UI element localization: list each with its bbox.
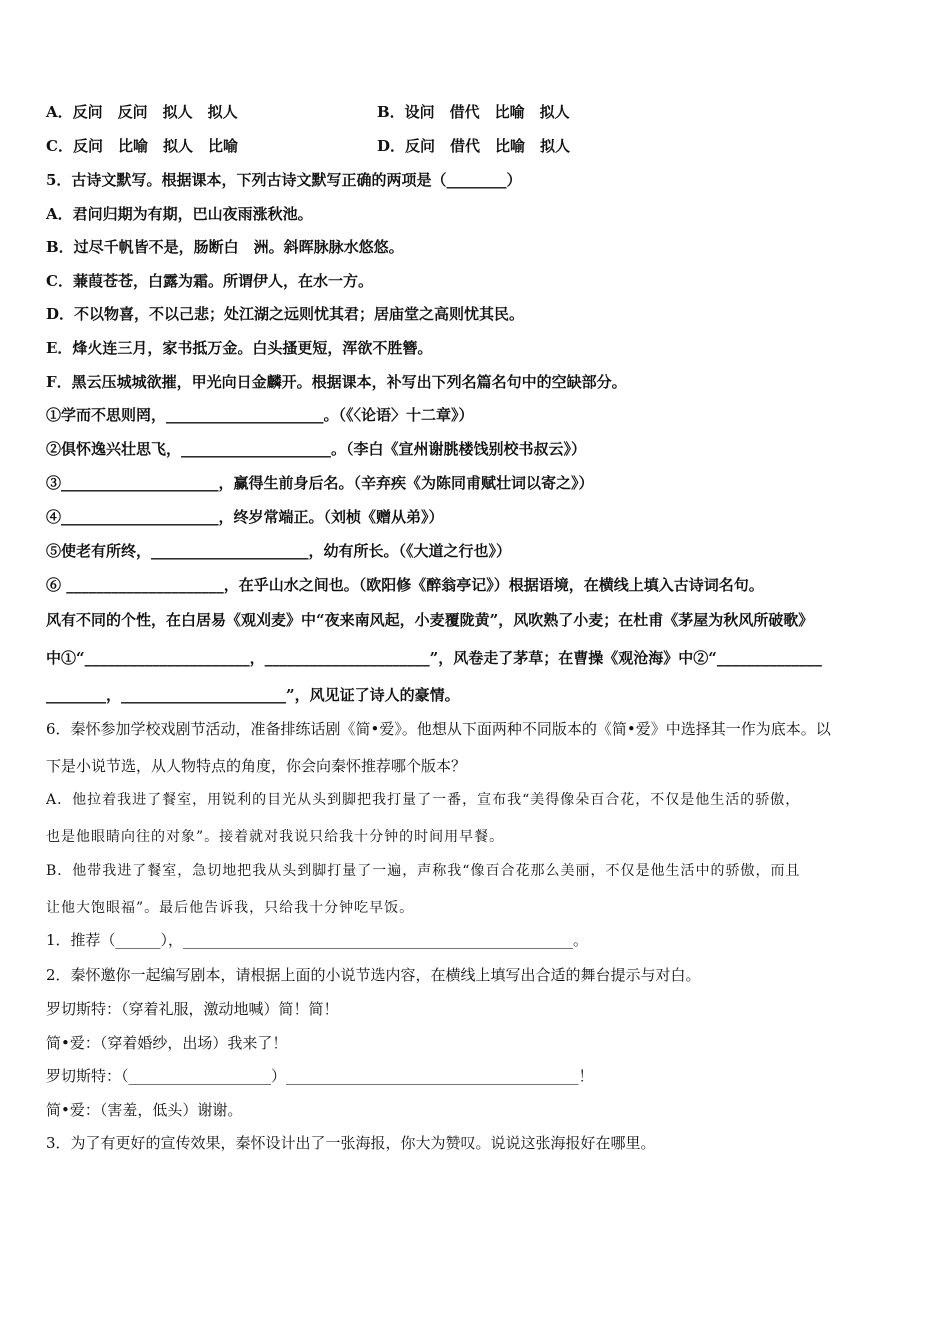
question-5-option-e: E．烽火连三月，家书抵万金。白头搔更短，浑欲不胜簪。 bbox=[46, 339, 433, 357]
script-line-4: 简•爱：（害羞，低头）谢谢。 bbox=[46, 1101, 243, 1119]
question-5-stem: 5．古诗文默写。根据课本，下列古诗文默写正确的两项是（________） bbox=[46, 171, 522, 189]
option-d: D．反问 借代 比喻 拟人 bbox=[377, 137, 571, 155]
version-b-line-2: 让他大饱眼福”。最后他告诉我，只给我十分钟吃早饭。 bbox=[46, 900, 415, 916]
fill-blank-5: ⑤使老有所终，_____________________，幼有所长。（《大道之行也》） bbox=[46, 542, 512, 560]
sub-question-2: 2．秦怀邀你一起编写剧本，请根据上面的小说节选内容，在横线上填写出合适的舞台提示与对白。 bbox=[46, 966, 701, 984]
option-a: A．反问 反问 拟人 拟人 bbox=[46, 103, 238, 121]
question-6-stem-line-1: 6．秦怀参加学校戏剧节活动，准备排练话剧《简•爱》。他想从下面两种不同版本的《简•爱》中选择其一作为底本。以 bbox=[46, 720, 831, 738]
question-5-option-f: F．黑云压城城欲摧，甲光向日金麟开。根据课本，补写出下列名篇名句中的空缺部分。 bbox=[46, 373, 627, 391]
option-b: B．设问 借代 比喻 拟人 bbox=[377, 103, 570, 121]
fill-blank-2: ②俱怀逸兴壮思飞，____________________。（李白《宣州谢朓楼饯别校书叔云》） bbox=[46, 440, 587, 458]
question-6-stem-line-2: 下是小说节选，从人物特点的角度，你会向秦怀推荐哪个版本？ bbox=[46, 757, 467, 775]
wind-paragraph-line-1: 风有不同的个性，在白居易《观刈麦》中“夜来南风起，小麦覆陇黄”，风吹熟了小麦；在杜甫《茅屋为秋风所破歌》 bbox=[46, 611, 814, 629]
question-5-option-d: D．不以物喜，不以己悲；处江湖之远则忧其君；居庙堂之高则忧其民。 bbox=[46, 305, 525, 323]
fill-blank-3: ③_____________________，赢得生前身后名。（辛弃疾《为陈同甫赋壮词以寄之》） bbox=[46, 474, 594, 492]
fill-blank-6: ⑥ _____________________，在乎山水之间也。（欧阳修《醉翁亭记》）根据语境，在横线上填入古诗词名句。 bbox=[46, 576, 764, 594]
version-a-line-1: A．他拉着我进了餐室，用锐利的目光从头到脚把我打量了一番，宣布我“美得像朵百合花，不仅是他生活的骄傲， bbox=[46, 792, 801, 808]
fill-blank-1: ①学而不思则罔，_____________________。（《〈论语〉十二章》） bbox=[46, 406, 474, 424]
version-a-line-2: 也是他眼睛向往的对象”。接着就对我说只给我十分钟的时间用早餐。 bbox=[46, 829, 505, 845]
script-line-3: 罗切斯特：（___________________）_______________________________________！ bbox=[46, 1067, 594, 1085]
option-c: C．反问 比喻 拟人 比喻 bbox=[46, 137, 238, 155]
question-5-option-c: C．蒹葭苍苍，白露为霜。所谓伊人，在水一方。 bbox=[46, 272, 373, 290]
script-line-1: 罗切斯特：（穿着礼服，激动地喊）简！简！ bbox=[46, 1000, 339, 1018]
script-line-2: 简•爱：（穿着婚纱，出场）我来了！ bbox=[46, 1034, 288, 1052]
question-5-option-a: A．君问归期为有期，巴山夜雨涨秋池。 bbox=[46, 205, 313, 223]
question-5-option-b: B．过尽千帆皆不是，肠断白 洲。斜晖脉脉水悠悠。 bbox=[46, 238, 404, 256]
sub-question-3: 3．为了有更好的宣传效果，秦怀设计出了一张海报，你大为赞叹。说说这张海报好在哪里。 bbox=[46, 1134, 656, 1152]
fill-blank-4: ④_____________________，终岁常端正。（刘桢《赠从弟》） bbox=[46, 508, 444, 526]
wind-paragraph-line-2: 中①“______________________，______________________”，风卷走了茅草；在曹操《观沧海》中②“______________ bbox=[46, 649, 822, 667]
version-b-line-1: B．他带我进了餐室，急切地把我从头到脚打量了一遍，声称我“像百合花那么美丽，不仅是他生活中的骄傲，而且 bbox=[46, 863, 801, 879]
sub-question-1: 1．推荐（______），____________________________________________________。 bbox=[46, 931, 589, 949]
wind-paragraph-line-3: ________，______________________”，风见证了诗人的豪情。 bbox=[46, 686, 460, 704]
